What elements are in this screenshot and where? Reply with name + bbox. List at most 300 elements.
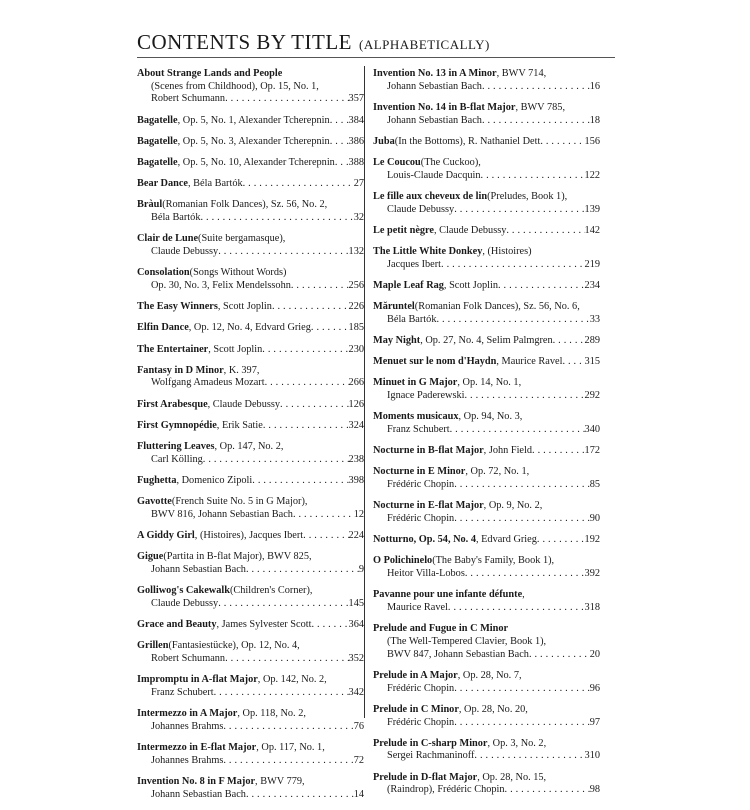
- piece-title: Grillen: [137, 640, 169, 652]
- page-number: 398: [348, 474, 364, 486]
- piece-details: , Béla Bartók: [188, 178, 243, 190]
- toc-entry-line: [373, 335, 600, 348]
- piece-details: (The Cuckoo),: [420, 157, 481, 169]
- toc-entry-continuation: [373, 390, 600, 403]
- piece-details: , John Field: [483, 445, 533, 457]
- toc-entry-line: [137, 365, 364, 378]
- toc-entry: [137, 420, 364, 433]
- piece-details: (Children's Corner),: [229, 585, 313, 597]
- piece-details: Robert Schumann: [151, 653, 226, 664]
- piece-details: Heitor Villa-Lobos: [387, 568, 465, 580]
- piece-title: Prelude in D-flat Major: [373, 771, 478, 783]
- piece-details: , Scott Joplin: [443, 279, 498, 291]
- piece-details: (Fantasiestücke), Op. 12, No. 4,: [168, 640, 300, 652]
- dot-leader: [506, 225, 584, 238]
- piece-details: , Op. 5, No. 3, Alexander Tcherepnin: [177, 135, 330, 147]
- piece-title: Grace and Beauty: [137, 619, 217, 631]
- page-number: 384: [348, 114, 364, 126]
- toc-entry-line: [137, 178, 364, 191]
- toc-entry-line: [137, 115, 364, 128]
- piece-details: Sergei Rachmaninoff: [387, 750, 475, 762]
- contents-column-right: [373, 68, 600, 806]
- toc-entry: [373, 301, 600, 326]
- page-number: 16: [589, 80, 600, 92]
- page-number: 192: [584, 534, 600, 546]
- page-number: 185: [348, 322, 364, 334]
- dot-leader: [454, 513, 590, 526]
- page-number: 315: [584, 356, 600, 368]
- piece-details: , Scott Joplin: [208, 343, 263, 355]
- piece-details: Frédéric Chopin: [387, 513, 455, 525]
- piece-details: , Maurice Ravel: [496, 356, 563, 368]
- piece-details: , Op. 72, No. 1,: [465, 466, 530, 478]
- page-number: 90: [589, 513, 600, 525]
- toc-entry: [373, 356, 600, 369]
- piece-details: Johann Sebastian Bach: [151, 563, 246, 575]
- toc-entry-line: [373, 466, 600, 479]
- toc-entry: [373, 335, 600, 348]
- dot-leader: [454, 717, 590, 730]
- piece-title: O Polichinelo: [373, 555, 433, 567]
- piece-title: Le Coucou: [373, 157, 421, 169]
- dot-leader: [482, 81, 590, 94]
- piece-details: , Erik Satie: [216, 419, 263, 431]
- page-number: 172: [584, 445, 600, 457]
- dot-leader: [311, 322, 349, 335]
- page-number: 156: [584, 135, 600, 147]
- page-number: 98: [589, 784, 600, 796]
- page-number: 18: [589, 114, 600, 126]
- page-number: 224: [348, 530, 364, 542]
- dot-leader: [265, 377, 349, 390]
- piece-title: Prelude in C Minor: [373, 703, 459, 715]
- piece-title: Gigue: [137, 551, 164, 563]
- piece-title: The Little White Donkey: [373, 246, 483, 258]
- dot-leader: [200, 212, 353, 225]
- toc-entry-line: [373, 246, 600, 259]
- piece-title: Fughetta: [137, 474, 177, 486]
- piece-details: Claude Debussy: [151, 597, 219, 609]
- toc-entry: [137, 708, 364, 733]
- piece-title: The Easy Winners: [137, 301, 218, 313]
- toc-entry-continuation: [373, 784, 600, 797]
- page-number: 139: [584, 203, 600, 215]
- dot-leader: [474, 750, 584, 763]
- page-number: 219: [584, 258, 600, 270]
- dot-leader: [562, 356, 584, 369]
- toc-entry: [137, 301, 364, 314]
- toc-entry: [373, 623, 600, 661]
- toc-entry: [373, 704, 600, 729]
- dot-leader: [537, 534, 585, 547]
- toc-entry-line: [137, 742, 364, 755]
- piece-title: Nocturne in E-flat Major: [373, 500, 484, 512]
- piece-title: Impromptu in A-flat Major: [137, 674, 258, 686]
- toc-entry-continuation: [137, 81, 364, 94]
- piece-details: (Partita in B-flat Major), BWV 825,: [163, 551, 312, 563]
- piece-details: , James Sylvester Scott: [216, 619, 312, 631]
- page-number: 289: [584, 335, 600, 347]
- toc-entry: [137, 742, 364, 767]
- toc-entry: [373, 670, 600, 695]
- page-number: 72: [353, 754, 364, 766]
- piece-title: Bagatelle: [137, 114, 178, 126]
- piece-details: Johannes Brahms: [151, 754, 224, 766]
- toc-entry-continuation: [137, 509, 364, 522]
- toc-entry: [137, 496, 364, 521]
- piece-details: , Op. 3, No. 2,: [487, 737, 547, 749]
- dot-leader: [529, 649, 590, 662]
- toc-entry-line: [137, 136, 364, 149]
- toc-entry-line: [373, 738, 600, 751]
- piece-title: Gavotte: [137, 496, 172, 508]
- toc-entry-continuation: [373, 568, 600, 581]
- piece-details: , Op. 28, No. 20,: [458, 703, 528, 715]
- toc-entry-line: [373, 589, 600, 602]
- piece-details: Béla Bartók: [151, 212, 201, 224]
- toc-entry-continuation: [137, 653, 364, 666]
- toc-entry-line: [373, 68, 600, 81]
- page-number: 340: [584, 424, 600, 436]
- piece-details: , Claude Debussy: [207, 398, 281, 410]
- toc-entry-line: [373, 411, 600, 424]
- toc-entry-line: [373, 356, 600, 369]
- dot-leader: [532, 445, 585, 458]
- toc-entry: [373, 191, 600, 216]
- dot-leader: [441, 259, 585, 272]
- piece-details: , Op. 27, No. 4, Selim Palmgren: [420, 335, 553, 347]
- toc-entry: [137, 530, 364, 543]
- dot-leader: [454, 204, 584, 217]
- piece-details: , Op. 147, No. 2,: [214, 441, 284, 453]
- toc-entry-continuation: [137, 454, 364, 467]
- piece-title: Golliwog's Cakewalk: [137, 585, 230, 597]
- toc-entry-line: [137, 399, 364, 412]
- toc-entry: [373, 466, 600, 491]
- dot-leader: [214, 687, 349, 700]
- page-number: 226: [348, 301, 364, 313]
- toc-entry-line: [137, 530, 364, 543]
- piece-title: Prelude and Fugue in C Minor: [373, 623, 509, 635]
- dot-leader: [246, 564, 359, 577]
- toc-entry: [137, 475, 364, 488]
- toc-entry-line: [137, 233, 364, 246]
- dot-leader: [218, 246, 348, 259]
- piece-title: Pavanne pour une infante défunte: [373, 589, 523, 601]
- dot-leader: [203, 454, 349, 467]
- page-number: 85: [589, 479, 600, 491]
- toc-entry-line: [137, 708, 364, 721]
- dot-leader: [498, 280, 585, 293]
- piece-details: , (Histoires): [482, 246, 532, 258]
- toc-entry-continuation: [137, 721, 364, 734]
- toc-entry-line: [373, 102, 600, 115]
- toc-entry: [137, 399, 364, 412]
- piece-title: Intermezzo in A Major: [137, 708, 238, 720]
- piece-title: Consolation: [137, 267, 190, 279]
- toc-entry: [373, 589, 600, 614]
- toc-entry-line: [137, 496, 364, 509]
- piece-details: , Op. 12, No. 4, Edvard Grieg: [188, 322, 311, 334]
- dot-leader: [465, 568, 585, 581]
- piece-details: , Op. 5, No. 10, Alexander Tcherepnin: [177, 157, 335, 169]
- page-number: 76: [353, 720, 364, 732]
- page-number: 14: [353, 788, 364, 800]
- dot-leader: [246, 789, 354, 802]
- piece-details: (Songs Without Words): [189, 267, 287, 279]
- page-number: 234: [584, 279, 600, 291]
- toc-entry: [373, 136, 600, 149]
- piece-details: Béla Bartók: [387, 313, 437, 325]
- piece-title: Bear Dance: [137, 178, 188, 190]
- piece-title: Intermezzo in E-flat Major: [137, 742, 257, 754]
- piece-details: , (Histoires), Jacques Ibert: [194, 530, 304, 542]
- page-title: CONTENTS BY TITLE: [137, 30, 352, 54]
- piece-details: , BWV 785,: [515, 101, 566, 113]
- toc-entry-line: [137, 619, 364, 632]
- toc-entry-line: [137, 322, 364, 335]
- toc-entry: [137, 585, 364, 610]
- toc-entry-continuation: [373, 170, 600, 183]
- piece-details: Frédéric Chopin: [387, 716, 455, 728]
- toc-entry-continuation: [373, 314, 600, 327]
- toc-entry: [373, 246, 600, 271]
- column-divider: [364, 66, 365, 718]
- toc-entry-line: [373, 225, 600, 238]
- toc-entry: [373, 738, 600, 763]
- page-number: 96: [589, 682, 600, 694]
- piece-title: Maple Leaf Rag: [373, 279, 444, 291]
- piece-details: (Raindrop), Frédéric Chopin: [387, 784, 505, 796]
- toc-entry: [373, 157, 600, 182]
- toc-entry-line: [373, 623, 600, 636]
- toc-entry-line: [137, 441, 364, 454]
- dot-leader: [280, 399, 349, 412]
- piece-details: Ignace Paderewski: [387, 390, 465, 402]
- piece-title: Moments musicaux: [373, 411, 459, 423]
- piece-title: Bagatelle: [137, 135, 178, 147]
- dot-leader: [263, 420, 349, 433]
- piece-details: , BWV 714,: [496, 68, 547, 79]
- toc-entry-line: [137, 674, 364, 687]
- toc-entry-line: [137, 267, 364, 280]
- toc-entry: [137, 365, 364, 390]
- piece-title: Nocturne in E Minor: [373, 466, 466, 478]
- toc-entry: [373, 68, 600, 93]
- piece-details: Johann Sebastian Bach: [387, 114, 482, 126]
- toc-entry-line: [373, 377, 600, 390]
- dot-leader: [454, 479, 590, 492]
- piece-details: (Suite bergamasque),: [198, 233, 286, 245]
- toc-entry-continuation: [137, 687, 364, 700]
- dot-leader: [225, 653, 348, 666]
- piece-details: BWV 847, Johann Sebastian Bach: [387, 648, 529, 660]
- toc-entry-line: [373, 191, 600, 204]
- piece-details: Louis-Claude Dacquin: [387, 169, 481, 181]
- page-number: 122: [584, 169, 600, 181]
- page-number: 357: [348, 93, 364, 105]
- piece-details: , Domenico Zipoli: [176, 474, 253, 486]
- piece-details: , Op. 5, No. 1, Alexander Tcherepnin: [177, 114, 330, 126]
- toc-entry: [137, 68, 364, 106]
- piece-details: , Op. 28, No. 15,: [477, 771, 547, 783]
- piece-details: Carl Kölling: [151, 453, 203, 465]
- page-number: 324: [348, 419, 364, 431]
- piece-details: ,: [522, 589, 525, 601]
- toc-entry-line: [137, 585, 364, 598]
- toc-entry: [373, 445, 600, 458]
- piece-title: Le petit nègre: [373, 224, 435, 236]
- dot-leader: [291, 280, 349, 293]
- toc-entry: [137, 322, 364, 335]
- toc-entry: [137, 674, 364, 699]
- dot-leader: [262, 344, 348, 357]
- toc-entry-continuation: [373, 636, 600, 649]
- page-number: 97: [589, 716, 600, 728]
- page-number: 27: [353, 178, 364, 190]
- dot-leader: [225, 93, 348, 106]
- page-number: 352: [348, 653, 364, 664]
- page-number: 142: [584, 224, 600, 236]
- toc-entry: [137, 157, 364, 170]
- piece-title: A Giddy Girl: [137, 530, 195, 542]
- piece-title: Bagatelle: [137, 157, 178, 169]
- piece-details: Frédéric Chopin: [387, 479, 455, 491]
- piece-title: Juba: [373, 135, 395, 147]
- piece-details: , Op. 142, No. 2,: [257, 674, 327, 686]
- dot-leader: [335, 157, 349, 170]
- piece-title: Fantasy in D Minor: [137, 364, 224, 376]
- toc-entry: [373, 534, 600, 547]
- dot-leader: [448, 602, 585, 615]
- piece-details: (Romanian Folk Dances), Sz. 56, No. 6,: [414, 301, 580, 313]
- page-number: 12: [353, 508, 364, 520]
- piece-title: Invention No. 13 in A Minor: [373, 68, 497, 79]
- toc-entry-line: [373, 555, 600, 568]
- toc-entry-continuation: [373, 479, 600, 492]
- piece-details: , Op. 94, No. 3,: [458, 411, 523, 423]
- toc-entry-line: [137, 475, 364, 488]
- page-number: 32: [353, 212, 364, 224]
- toc-entry-continuation: [373, 81, 600, 94]
- dot-leader: [223, 721, 353, 734]
- page-number: 126: [348, 398, 364, 410]
- toc-entry-continuation: [373, 424, 600, 437]
- piece-title: Notturno, Op. 54, No. 4: [373, 534, 476, 546]
- piece-details: Johann Sebastian Bach: [151, 788, 246, 800]
- toc-entry-continuation: [373, 649, 600, 662]
- toc-entry: [137, 267, 364, 292]
- dot-leader: [330, 115, 349, 128]
- dot-leader: [553, 335, 585, 348]
- toc-entry: [373, 555, 600, 580]
- piece-title: May Night: [373, 335, 421, 347]
- toc-entry-line: [373, 670, 600, 683]
- toc-entry-line: [373, 280, 600, 293]
- piece-details: Franz Schubert: [387, 424, 450, 436]
- toc-entry-continuation: [137, 280, 364, 293]
- toc-entry: [373, 500, 600, 525]
- toc-entry: [137, 178, 364, 191]
- toc-entry: [137, 776, 364, 801]
- toc-entry: [373, 377, 600, 402]
- page-number: 318: [584, 602, 600, 614]
- toc-entry-continuation: [373, 602, 600, 615]
- toc-entry-continuation: [373, 513, 600, 526]
- dot-leader: [481, 170, 585, 183]
- toc-entry-line: [373, 534, 600, 547]
- toc-entry-continuation: [137, 93, 364, 106]
- page-number: 310: [584, 750, 600, 762]
- piece-details: , Edvard Grieg: [475, 534, 537, 546]
- page-number: 386: [348, 135, 364, 147]
- piece-details: (The Well-Tempered Clavier, Book 1),: [387, 636, 547, 647]
- piece-details: BWV 816, Johann Sebastian Bach: [151, 508, 293, 520]
- toc-entry: [137, 115, 364, 128]
- piece-details: , Claude Debussy: [434, 224, 507, 236]
- dot-leader: [505, 784, 590, 797]
- toc-entry-continuation: [137, 564, 364, 577]
- page-number: 145: [348, 597, 364, 609]
- piece-details: , Op. 14, No. 1,: [457, 377, 522, 389]
- dot-leader: [540, 136, 584, 149]
- dot-leader: [482, 115, 590, 128]
- dot-leader: [450, 424, 585, 437]
- toc-entry: [373, 225, 600, 238]
- toc-entry: [373, 772, 600, 797]
- piece-title: Minuet in G Major: [373, 377, 458, 389]
- piece-title: Le fille aux cheveux de lin: [373, 190, 488, 202]
- toc-entry-line: [137, 776, 364, 789]
- piece-details: (Romanian Folk Dances), Sz. 56, No. 2,: [162, 199, 328, 211]
- toc-entry-continuation: [137, 246, 364, 259]
- piece-details: Robert Schumann: [151, 93, 226, 105]
- toc-entry-line: [137, 68, 364, 81]
- toc-entry: [373, 280, 600, 293]
- piece-title: Nocturne in B-flat Major: [373, 445, 484, 457]
- dot-leader: [436, 314, 589, 327]
- toc-entry-continuation: [137, 212, 364, 225]
- dot-leader: [454, 683, 590, 696]
- toc-entry: [373, 102, 600, 127]
- page-number: 388: [348, 157, 364, 169]
- toc-entry-continuation: [137, 789, 364, 802]
- dot-leader: [303, 530, 348, 543]
- toc-entry-line: [137, 157, 364, 170]
- dot-leader: [311, 619, 348, 632]
- dot-leader: [223, 755, 353, 768]
- toc-entry-line: [137, 199, 364, 212]
- page-number: 132: [348, 246, 364, 258]
- dot-leader: [330, 136, 349, 149]
- page-number: 364: [348, 619, 364, 631]
- piece-details: , Op. 28, No. 7,: [457, 669, 522, 681]
- piece-title: Bràul: [137, 199, 163, 211]
- piece-title: Prelude in C-sharp Minor: [373, 737, 488, 749]
- toc-entry-line: [373, 136, 600, 149]
- toc-entry-line: [137, 344, 364, 357]
- toc-entry: [373, 411, 600, 436]
- piece-details: Claude Debussy: [151, 246, 219, 258]
- page-number: 256: [348, 279, 364, 291]
- toc-entry-continuation: [373, 115, 600, 128]
- toc-entry: [137, 136, 364, 149]
- piece-details: (French Suite No. 5 in G Major),: [171, 496, 308, 508]
- piece-title: Invention No. 14 in B-flat Major: [373, 101, 516, 113]
- toc-entry: [137, 233, 364, 258]
- piece-details: , K. 397,: [223, 364, 260, 376]
- dot-leader: [252, 475, 348, 488]
